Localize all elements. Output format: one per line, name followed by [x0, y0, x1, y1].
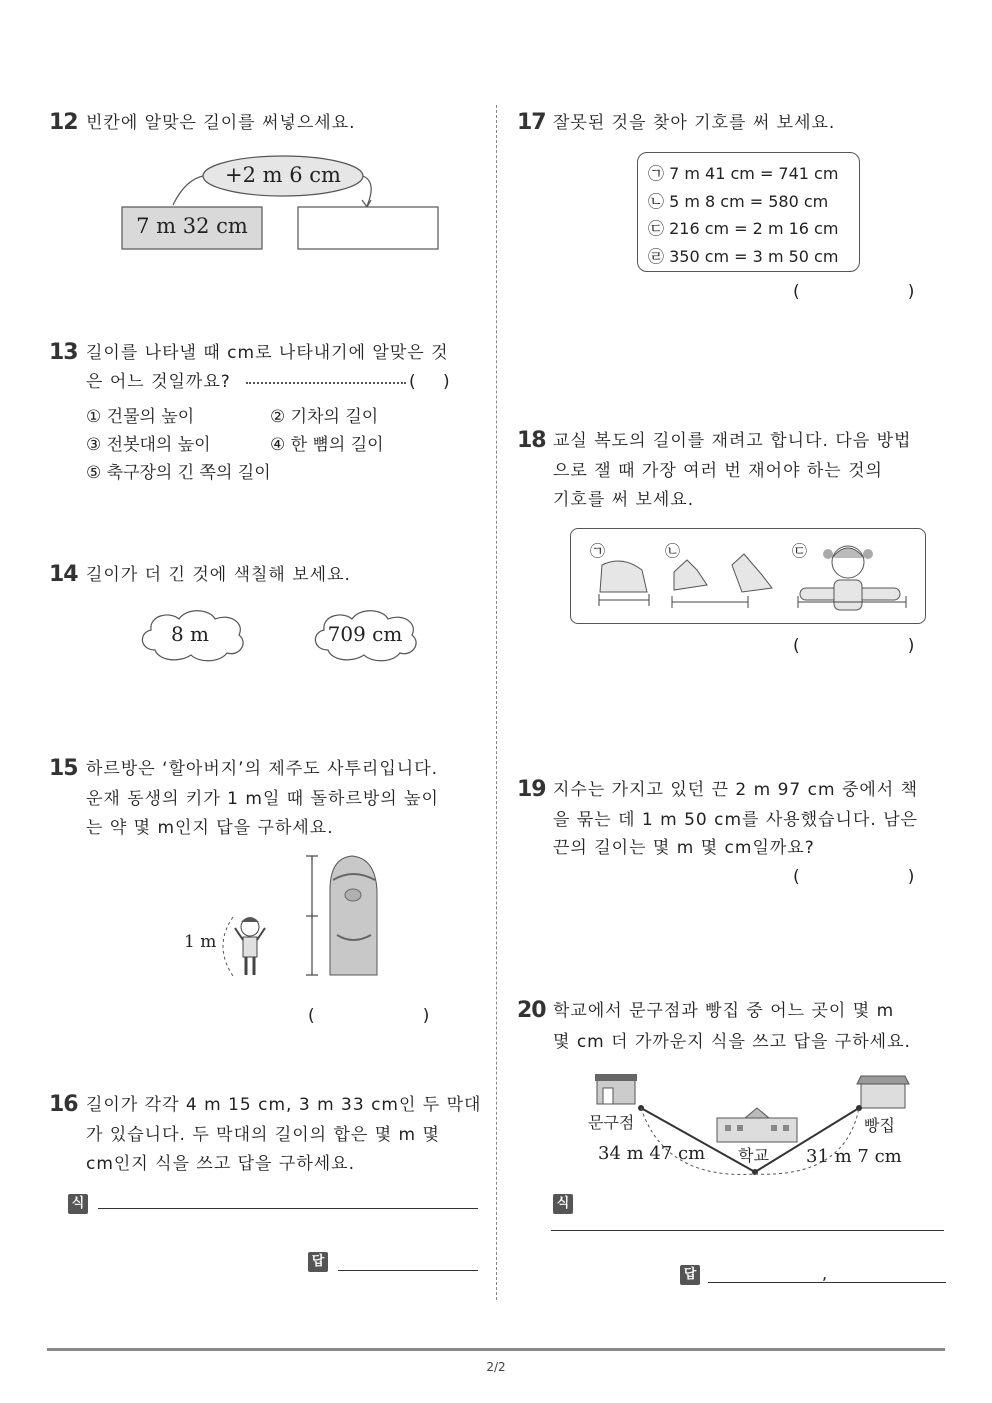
question-16-line2: 가 있습니다. 두 막대의 길이의 합은 몇 m 몇: [86, 1125, 440, 1145]
question-19-number: 19: [517, 777, 546, 802]
cloud-709cm-label: 709 cm: [327, 622, 403, 646]
question-17-text: 잘못된 것을 찾아 기호를 써 보세요.: [553, 113, 836, 133]
stationery-store-icon: [595, 1074, 637, 1104]
q17-statement-3: ㉢ 216 cm = 2 m 16 cm: [648, 219, 839, 238]
q20-distance-store: 34 m 47 cm: [598, 1143, 706, 1164]
question-17-number: 17: [517, 110, 546, 135]
q20-sik-input[interactable]: [551, 1230, 944, 1231]
question-16-line3: cm인지 식을 쓰고 답을 구하세요.: [86, 1154, 355, 1174]
question-13-line2: 은 어느 것일까요?: [86, 372, 231, 392]
question-15-line1: 하르방은 ‘할아버지’의 제주도 사투리입니다.: [86, 759, 439, 779]
q16-dap-input[interactable]: [338, 1270, 478, 1271]
q20-sik-badge: 식: [553, 1192, 573, 1214]
q12-answer-box[interactable]: [298, 207, 438, 249]
q13-option-1[interactable]: ① 건물의 높이: [86, 407, 195, 427]
question-15-number: 15: [49, 756, 78, 781]
q19-answer-paren[interactable]: ( ): [793, 867, 915, 887]
foot-steps-figure: [672, 554, 772, 608]
q17-statement-4: ㉣ 350 cm = 3 m 50 cm: [648, 247, 839, 266]
question-19-line2: 을 묶는 데 1 m 50 cm를 사용했습니다. 남은: [553, 810, 919, 830]
q16-sik-input[interactable]: [98, 1208, 478, 1209]
question-20-number: 20: [517, 998, 546, 1023]
q16-dap-badge: 답: [308, 1250, 328, 1272]
q13-option-3[interactable]: ③ 전봇대의 높이: [86, 435, 211, 455]
column-divider: [496, 105, 497, 1300]
question-13-number: 13: [49, 340, 78, 365]
q20-school-label: 학교: [738, 1146, 769, 1165]
question-19-line3: 끈의 길이는 몇 m 몇 cm일까요?: [553, 838, 815, 858]
question-14-text: 길이가 더 긴 것에 색칠해 보세요.: [86, 565, 351, 585]
q13-option-5[interactable]: ⑤ 축구장의 긴 쪽의 길이: [86, 463, 271, 483]
question-19-line1: 지수는 가지고 있던 끈 2 m 97 cm 중에서 책: [553, 780, 919, 800]
q18-illustrations: [572, 530, 922, 620]
girl-arms-spread-figure: [798, 546, 906, 610]
question-16-line1: 길이가 각각 4 m 15 cm, 3 m 33 cm인 두 막대: [86, 1095, 482, 1115]
question-13-line1: 길이를 나타낼 때 cm로 나타내기에 알맞은 것: [86, 343, 449, 363]
page-number: 2/2: [486, 1360, 506, 1374]
q13-answer-paren[interactable]: ( ): [409, 372, 450, 392]
question-15-line3: 는 약 몇 m인지 답을 구하세요.: [86, 818, 334, 838]
q12-bubble-label: +2 m 6 cm: [225, 163, 341, 187]
school-icon: [717, 1108, 797, 1142]
q13-dotted-leader: [246, 382, 406, 384]
question-15-line2: 운재 동생의 키가 1 m일 때 돌하르방의 높이: [86, 789, 439, 809]
question-14-number: 14: [49, 562, 78, 587]
q20-store-label: 문구점: [588, 1113, 635, 1132]
cloud-8m-label: 8 m: [170, 622, 210, 646]
question-20-line2: 몇 cm 더 가까운지 식을 쓰고 답을 구하세요.: [553, 1032, 911, 1052]
q20-bakery-label: 빵집: [864, 1116, 895, 1135]
footer-rule: [47, 1348, 945, 1351]
question-18-line1: 교실 복도의 길이를 재려고 합니다. 다음 방법: [553, 431, 912, 451]
question-20-line1: 학교에서 문구점과 빵집 중 어느 곳이 몇 m: [553, 1001, 895, 1021]
q17-statement-1: ㉠ 7 m 41 cm = 741 cm: [648, 164, 839, 183]
question-12-number: 12: [49, 110, 78, 135]
question-16-number: 16: [49, 1092, 78, 1117]
q17-answer-paren[interactable]: ( ): [793, 282, 915, 302]
q15-answer-paren[interactable]: ( ): [308, 1006, 430, 1026]
q17-statement-2: ㉡ 5 m 8 cm = 580 cm: [648, 192, 829, 211]
q20-dap-comma: ,: [822, 1264, 828, 1283]
q18-label-a: ㉠: [590, 542, 606, 560]
bakery-icon: [857, 1076, 909, 1108]
q13-option-2[interactable]: ② 기차의 길이: [270, 407, 379, 427]
q15-height-label: 1 m: [184, 932, 217, 952]
question-18-line2: 으로 잴 때 가장 여러 번 재어야 하는 것의: [553, 461, 883, 481]
question-18-line3: 기호를 써 보세요.: [553, 490, 695, 510]
hand-span-figure: [599, 561, 649, 606]
q18-answer-paren[interactable]: ( ): [793, 636, 915, 656]
q13-option-4[interactable]: ④ 한 뼘의 길이: [270, 435, 384, 455]
q16-sik-badge: 식: [68, 1192, 88, 1214]
q15-illustration: [195, 850, 395, 980]
question-18-number: 18: [517, 428, 546, 453]
q18-label-c: ㉢: [792, 542, 808, 560]
q17-statement-box: [637, 152, 860, 272]
q20-dap-badge: 답: [680, 1263, 700, 1285]
q20-distance-bakery: 31 m 7 cm: [806, 1146, 902, 1167]
question-12-text: 빈칸에 알맞은 길이를 써넣으세요.: [86, 113, 356, 133]
child-figure: [235, 917, 265, 975]
q12-start-value: 7 m 32 cm: [136, 214, 248, 238]
stone-statue-figure: [330, 856, 377, 975]
q18-label-b: ㉡: [665, 542, 681, 560]
